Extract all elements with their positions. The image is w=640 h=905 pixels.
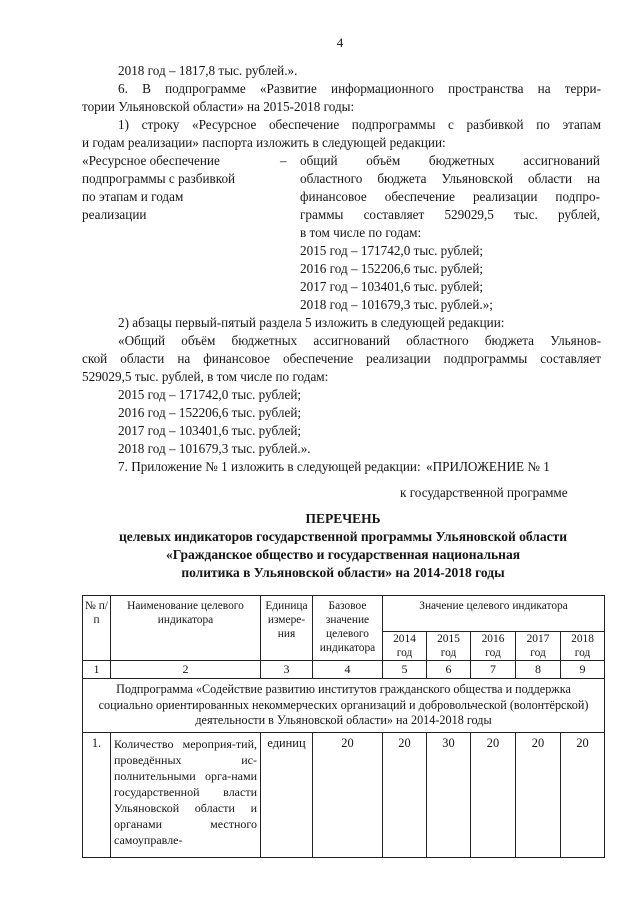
row-indicator-name: Количество мероприя-тий, проведённых ис-полнительными орга-нами государственной власти Ульяновской области и органами местного самоуправле- bbox=[111, 732, 261, 857]
passport-value-line: финансовое обеспечение реализации подпро- bbox=[300, 189, 600, 204]
passport-label-line: «Ресурсное обеспечение bbox=[82, 153, 220, 168]
text-line: 1) строку «Ресурсное обеспечение подпрограммы с разбивкой по этапам bbox=[118, 117, 601, 132]
passport-dash: – bbox=[280, 153, 287, 168]
passport-value-line: 2018 год – 101679,3 тыс. рублей.»; bbox=[300, 297, 493, 312]
table-row bbox=[83, 732, 605, 857]
row-value-2014: 20 bbox=[383, 732, 427, 857]
row-value-2018: 20 bbox=[561, 732, 605, 857]
row-base-value: 20 bbox=[313, 732, 383, 857]
header-unit: Единица измере-ния bbox=[261, 596, 313, 661]
year-line: 2016 год – 152206,6 тыс. рублей; bbox=[118, 405, 302, 420]
year-line: 2015 год – 171742,0 тыс. рублей; bbox=[118, 387, 302, 402]
passport-value-line: 2017 год – 103401,6 тыс. рублей; bbox=[300, 279, 484, 294]
row-value-2017: 20 bbox=[516, 732, 561, 857]
list-title: ПЕРЕЧЕНЬ bbox=[305, 511, 381, 526]
text-line: и годам реализации» паспорта изложить в следующей редакции: bbox=[82, 135, 446, 150]
header-target: Значение целевого индикатора bbox=[383, 596, 605, 632]
column-number: 4 bbox=[313, 661, 383, 679]
row-value-2015: 30 bbox=[427, 732, 471, 857]
passport-label-line: по этапам и годам bbox=[82, 189, 184, 204]
header-num: № п/п bbox=[83, 596, 111, 661]
passport-value-line: общий объём бюджетных ассигнований bbox=[300, 153, 600, 168]
text-line: «Общий объём бюджетных ассигнований областного бюджета Ульянов- bbox=[118, 333, 601, 348]
text-line: 6. В подпрограмме «Развитие информационного пространства на терри- bbox=[118, 81, 601, 96]
text-line: 529029,5 тыс. рублей, в том числе по годам: bbox=[82, 369, 329, 384]
header-year: 2017 год bbox=[516, 632, 561, 661]
year-line: 2017 год – 103401,6 тыс. рублей; bbox=[118, 423, 302, 438]
passport-value-line: 2016 год – 152206,6 тыс. рублей; bbox=[300, 261, 484, 276]
passport-value-line: граммы составляет 529029,5 тыс. рублей, bbox=[300, 207, 600, 222]
text-line: тории Ульяновской области» на 2015-2018 годы: bbox=[82, 99, 355, 114]
header-year: 2018 год bbox=[561, 632, 605, 661]
row-unit: единиц bbox=[261, 732, 313, 857]
subprogram-title: Подпрограмма «Содействие развитию институтов гражданского общества и поддержка социально ориентированных некоммерческих организаций и добровольческой (волонтёрской) деятельности в Ульяновской области» на 2014-2018 годы bbox=[83, 679, 605, 733]
page-number: 4 bbox=[336, 35, 344, 50]
table-header-row bbox=[83, 596, 605, 632]
header-name: Наименование целевого индикатора bbox=[111, 596, 261, 661]
header-year: 2015 год bbox=[427, 632, 471, 661]
column-number-row bbox=[83, 661, 605, 679]
header-year: 2016 год bbox=[471, 632, 516, 661]
column-number: 2 bbox=[111, 661, 261, 679]
passport-label-line: подпрограммы с разбивкой bbox=[82, 171, 236, 186]
subprogram-row bbox=[83, 679, 605, 733]
column-number: 1 bbox=[83, 661, 111, 679]
row-num: 1. bbox=[83, 732, 111, 857]
text-line: 7. Приложение № 1 изложить в следующей редакции: bbox=[118, 459, 421, 474]
list-heading-line: целевых индикаторов государственной программы Ульяновской области bbox=[118, 529, 568, 544]
text-line: 2018 год – 1817,8 тыс. рублей.». bbox=[118, 63, 298, 78]
list-heading-line: «Гражданское общество и государственная национальная bbox=[165, 547, 521, 562]
appendix-title: «ПРИЛОЖЕНИЕ № 1 bbox=[426, 459, 550, 474]
appendix-subtitle: к государственной программе bbox=[400, 485, 568, 500]
header-year: 2014 год bbox=[383, 632, 427, 661]
column-number: 8 bbox=[516, 661, 561, 679]
column-number: 3 bbox=[261, 661, 313, 679]
column-number: 6 bbox=[427, 661, 471, 679]
column-number: 9 bbox=[561, 661, 605, 679]
passport-label-line: реализации bbox=[82, 207, 147, 222]
list-heading-line: политика в Ульяновской области» на 2014-2018 годы bbox=[181, 565, 505, 580]
indicators-table bbox=[82, 595, 605, 858]
passport-value-line: 2015 год – 171742,0 тыс. рублей; bbox=[300, 243, 484, 258]
column-number: 5 bbox=[383, 661, 427, 679]
text-line: ской области на финансовое обеспечение реализации подпрограммы составляет bbox=[82, 351, 601, 366]
column-number: 7 bbox=[471, 661, 516, 679]
year-line: 2018 год – 101679,3 тыс. рублей.». bbox=[118, 441, 311, 456]
passport-value-line: областного бюджета Ульяновской области на bbox=[300, 171, 600, 186]
passport-value-line: в том числе по годам: bbox=[300, 225, 422, 240]
text-line: 2) абзацы первый-пятый раздела 5 изложить в следующей редакции: bbox=[118, 315, 505, 330]
header-base: Базовое значение целевого индикатора bbox=[313, 596, 383, 661]
row-value-2016: 20 bbox=[471, 732, 516, 857]
